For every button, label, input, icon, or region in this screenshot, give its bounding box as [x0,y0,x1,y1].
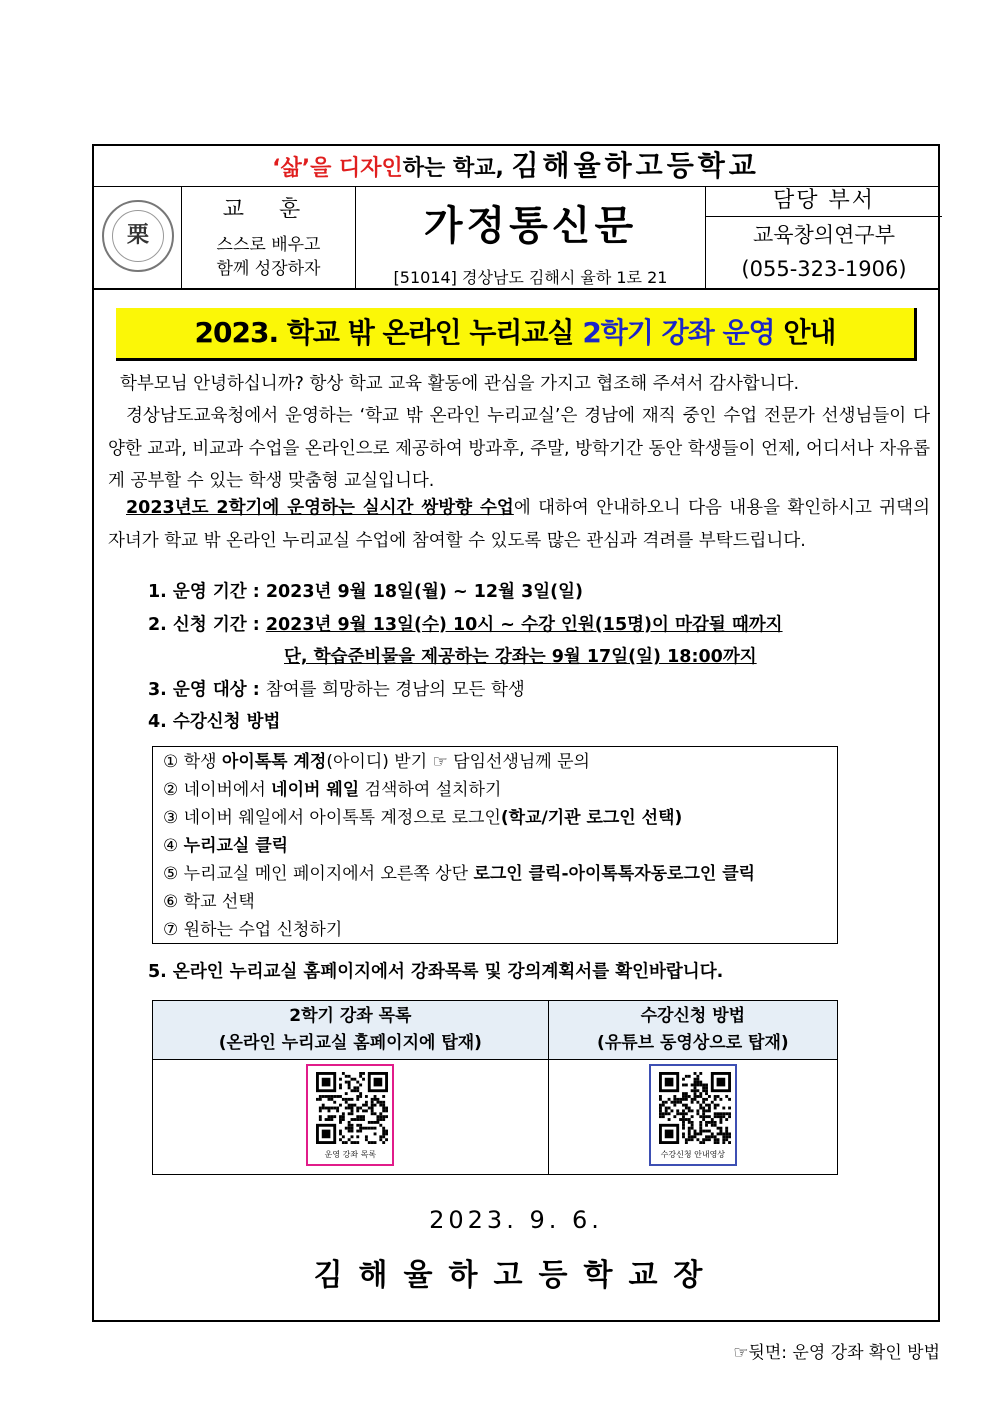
qr-caption-course-list: 운영 강좌 목록 [324,1150,377,1159]
qr-code-table [152,1000,838,1175]
item-apply-note2: 9월 17일(일) 18:00까지 [551,647,757,667]
department-name: 교육창의연구부 [752,223,895,247]
department-cell [706,186,942,288]
motto-part2: 디자인 [339,156,403,181]
qr-caption-signup-video: 수강신청 안내영상 [660,1150,726,1159]
qr-cell-signup-video [548,1060,837,1175]
kyohun-title: 교 훈 [222,197,315,222]
banner-part1: 2023. 학교 밖 온라인 누리교실 [194,316,583,349]
kyohun-line1: 스스로 배우고 [216,235,321,255]
qr-code-icon [659,1072,731,1144]
item-apply-note1: 단, 학습준비물을 제공하는 강좌는 [284,647,552,667]
item-apply [148,609,783,642]
item-method [148,706,783,739]
kyohun-line2: 함께 성장하자 [216,259,321,279]
item-apply-label: 2. 신청 기간 : [148,614,266,635]
title-cell [356,186,706,288]
step-number: ③ [163,808,179,828]
banner-part3: 안내 [774,316,836,349]
qr-header-course-list [153,1001,549,1060]
document-title: 가정통신문 [423,203,638,249]
motto-part3: 하는 학교, [402,156,512,181]
qr-header-signup-method [548,1001,837,1060]
intro-request-rest: 에 대하여 안내하오니 다음 내용을 확인하시고 귀댁의 자녀가 학교 밖 온라인 누리교실 수업에 참여할 수 있도록 많은 관심과 격려를 부탁드립니다. [108,498,930,551]
step-bold: 로그인 클릭-아이톡톡자동로그인 클릭 [473,864,756,884]
step-number: ④ [163,836,179,856]
step-text: 원하는 수업 신청하기 [183,920,343,940]
step-text: 학교 선택 [183,892,255,912]
intro-greeting: 학부모님 안녕하십니까? 항상 학교 교육 활동에 관심을 가지고 협조해 주셔서 감사합니다. [120,374,800,394]
step-text: 네이버 웨일에서 아이톡톡 계정으로 로그인 [183,808,501,828]
issue-date: 2023. 9. 6. [429,1206,603,1234]
item-period [148,576,783,609]
step-item [163,860,837,888]
step-item [163,776,837,804]
step-number: ⑦ [163,920,179,940]
step-item [163,832,837,860]
step-item [163,888,837,916]
school-address: [51014] 경상남도 김해시 율하 1로 21 [393,268,668,287]
school-motto-bar [94,146,938,187]
step-bold: 아이톡톡 계정 [221,752,327,772]
banner-part2: 2학기 강좌 운영 [582,316,775,349]
logo-emblem-icon [102,200,174,272]
step-item [163,804,837,832]
item-target-value: 참여를 희망하는 경남의 모든 학생 [265,679,525,700]
notice-frame [92,144,940,1322]
logo-mark: 栗 [112,210,164,262]
info-list [148,576,783,739]
step-text-tail: (아이디) 받기 ☞ 담임선생님께 문의 [326,752,590,772]
qr-header2-line2: (유튜브 동영상으로 탑재) [597,1033,789,1053]
header-row [94,186,938,290]
item-target [148,674,783,707]
step-bold: 누리교실 클릭 [183,836,289,856]
qr-cell-course-list [153,1060,549,1175]
motto-part1: ‘삶’을 [272,156,340,181]
step-text: 누리교실 메인 페이지에서 오른쪽 상단 [183,864,474,884]
qr-code-signup-video[interactable] [649,1064,737,1166]
item-period-label: 1. 운영 기간 : [148,582,266,602]
step-item [163,748,837,776]
qr-code-icon [316,1072,388,1144]
step-text: 학생 [183,752,222,772]
step-text-tail: 검색하여 설치하기 [359,780,502,800]
item-apply-note [148,641,783,674]
step-number: ⑥ [163,892,179,912]
back-page-note: ☞뒷면: 운영 강좌 확인 방법 [733,1343,940,1363]
intro-description: 경상남도교육청에서 운영하는 ‘학교 밖 온라인 누리교실’은 경남에 재직 중인 수업 전문가 선생님들이 다양한 교과, 비교과 수업을 온라인으로 제공하여 방과후, 주말, 방학기간 동안 학생들이 언제, 어디서나 자유롭게 공부할 수 있는 학생 맞춤형 교실입니다. [108,406,930,491]
title-banner [116,308,917,361]
qr-header2-line1: 수강신청 방법 [640,1006,746,1026]
step-bold: 네이버 웨일 [271,780,360,800]
item-method-label: 4. 수강신청 방법 [148,712,281,732]
step-number: ⑤ [163,864,179,884]
intro-request-highlight: 2023년도 2학기에 운영하는 실시간 쌍방향 수업 [126,498,514,518]
department-title: 담당 부서 [706,186,942,217]
kyohun-cell [182,186,356,288]
qr-header1-line1: 2학기 강좌 목록 [289,1006,412,1026]
intro-request [108,492,930,557]
step-item [163,916,837,944]
item-apply-value: 2023년 9월 13일(수) 10시 ~ 수강 인원(15명)이 마감될 때까지 [265,614,783,635]
item-target-label: 3. 운영 대상 : [148,679,266,700]
signup-steps-box [152,746,838,944]
step-text: 네이버에서 [183,780,272,800]
school-name: 김해율하고등학교 [511,149,760,182]
qr-header1-line2: (온라인 누리교실 홈페이지에 탑재) [218,1033,482,1053]
step-number: ① [163,752,179,772]
step-number: ② [163,780,179,800]
qr-code-course-list[interactable] [306,1064,394,1166]
item-period-value: 2023년 9월 18일(월) ~ 12월 3일(일) [265,582,584,602]
department-phone: (055-323-1906) [741,257,907,281]
principal-signature: 김해율하고등학교장 [313,1258,719,1293]
step-bold: (학교/기관 로그인 선택) [500,808,683,828]
school-logo [94,186,182,288]
section-5-heading: 5. 온라인 누리교실 홈페이지에서 강좌목록 및 강의계획서를 확인바랍니다. [148,962,724,982]
